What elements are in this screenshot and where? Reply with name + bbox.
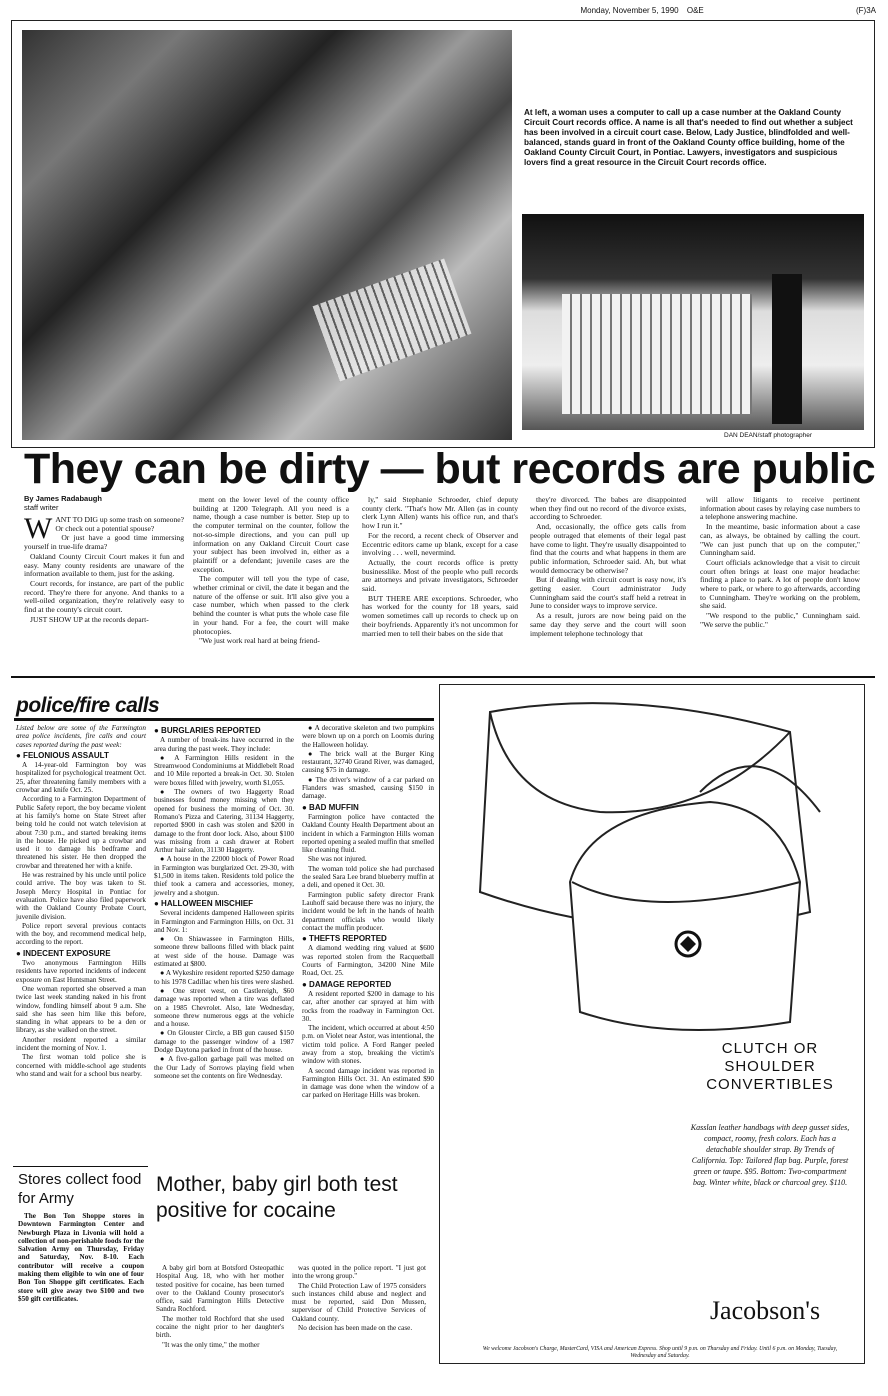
header-page: (F)3A	[856, 6, 876, 15]
police-paragraph: ● The brick wall at the Burger King restaurant, 32740 Grand River, was damaged, causing $75 in damage.	[302, 749, 434, 775]
main-col-2-paragraph: "We just work real hard at being friend-	[199, 636, 320, 646]
main-col-2	[193, 496, 349, 647]
stores-body	[18, 1212, 144, 1304]
main-col-5-paragraph: Court officials acknowledge that a visit to circuit court often brings at least one major headache: finding a place to park. A lot of people don't know where to park, or where to go afterwards, according to Cunningham. They're working on the problem, she said.	[700, 557, 860, 611]
mother-col-2-paragraph: The Child Protection Law of 1975 considers such instances child abuse and neglect and must be reported, said Don Mussen, supervisor of Child Protective Services of Oakland county.	[292, 1281, 426, 1323]
police-paragraph: Farmington public safety director Frank Lauhoff said because there was no injury, the incident would be left in the hands of health department officials who would likely contact the muffin producer.	[302, 890, 434, 932]
bag-clasp-icon	[676, 932, 700, 956]
police-subheading: ● HALLOWEEN MISCHIEF	[154, 898, 254, 908]
mother-col-1-paragraph: A baby girl born at Botsford Osteopathic Hospital Aug. 18, who with her mother tested positive for cocaine, has been turned over to the Oakland County prosecutor's office, said Farmington Hills Detective Sandra Rochford.	[156, 1264, 284, 1314]
police-paragraph: A number of break-ins have occurred in the area during the past week. They include:	[154, 736, 294, 753]
photo-caption: At left, a woman uses a computer to call up a case number at the Oakland County Circuit Court records office. A name is all that's needed to find out whether a subject has been involved in a circuit court case. Below, Lady Justice, blindfolded and well-balanced, stands guard in front of the Oakland County office building, home of the Oakland County Circuit Court, in Pontiac. Lawyers, investigators and suspicious lovers find a great resource in the Circuit Court records office.	[524, 108, 853, 167]
main-col-4-paragraph: As a result, jurors are now being paid on the same day they serve and the court will soon implement telephone technology that	[530, 611, 686, 638]
mother-headline: Mother, baby girl both test positive for cocaine	[156, 1173, 398, 1222]
police-paragraph: She was not injured.	[308, 855, 367, 864]
main-col-1-paragraph: JUST SHOW UP at the records depart-	[30, 614, 149, 624]
police-paragraph: ● A house in the 22000 block of Power Road in Farmington was burglarized Oct. 29-30, with $1,500 in items taken. Residents told police the thief took a camera and accessories, money, jewelry and a shotgun.	[154, 855, 294, 897]
building-shape	[562, 294, 752, 414]
police-paragraph: A diamond wedding ring valued at $600 was reported stolen from the Racquetball Courts of Farmington, 34200 Nine Mile Road, Oct. 25.	[302, 944, 434, 978]
police-paragraph: A 14-year-old Farmington boy was hospitalized for psychological treatment Oct. 25, after threatening family members with a crowbar and knife Oct. 25.	[16, 761, 146, 795]
police-paragraph: ● One street west, on Castlereigh, $60 damage was reported when a tire was deflated on a 1985 Chevrolet. Also, late Wednesday, someone threw numerous eggs at the vehicle and a house.	[154, 986, 294, 1029]
ad-title-line-1: CLUTCH OR	[721, 1040, 819, 1057]
police-paragraph: Two anonymous Farmington Hills residents have reported incidents of indecent exposure on East Huntsman Street.	[16, 959, 146, 984]
police-paragraph: The incident, which occurred at about 4:50 p.m. on Violet near Astor, was intentional, the victim told police. A Ford Ranger peeled away from a stop, breaking the victim's window with stones.	[302, 1024, 434, 1066]
main-col-3	[362, 496, 518, 639]
header-date: Monday, November 5, 1990	[580, 6, 679, 15]
byline-role: staff writer	[24, 503, 59, 512]
police-paragraph: ● A Wykeshire resident reported $250 damage to his 1978 Cadillac when his tires were slashed.	[154, 969, 294, 986]
handbag-shapes	[480, 703, 820, 1030]
main-headline: They can be dirty — but records are public	[24, 445, 876, 493]
ad-title-line-2: SHOULDER	[724, 1058, 816, 1075]
stores-headline: Stores collect food for Army	[18, 1171, 142, 1207]
police-intro: Listed below are some of the Farmington area police incidents, fire calls and court cases reported during the past week:	[16, 724, 146, 749]
ad-title-line-3: CONVERTIBLES	[706, 1076, 834, 1093]
police-section-title: police/fire calls	[16, 694, 160, 717]
computer-photo	[22, 30, 512, 440]
mother-col-2-paragraph: No decision has been made on the case.	[298, 1324, 413, 1333]
main-col-4-paragraph: But if dealing with circuit court is easy now, it's getting easier. Court administrator Judy Cunningham said the court's staff held a retreat in June to consider ways to improve service.	[530, 575, 686, 611]
police-paragraph: Another resident reported a similar incident the morning of Nov. 1.	[16, 1035, 146, 1052]
main-col-4-paragraph: And, occasionally, the office gets calls from people outraged that elements of their legal past have come to light. They're usually disappointed to find that the courts and what happens in them are public information, Schroeder said. Ah, but what would democracy be otherwise?	[530, 522, 686, 575]
stores-body-text: The Bon Ton Shoppe stores in Downtown Farmington Center and Newburgh Plaza in Livonia will hold a collection of non-perishable foods for the Salvation Army on Thursday, Friday and Saturday, Nov. 8-10. Each contributor will receive a coupon making them eligible to win one of four Bon Ton Shoppe gift certificates. Each store will give away two $100 and two $50 gift certificates.	[18, 1212, 144, 1303]
main-col-5-paragraph: In the meantime, basic information about a case can, as always, be obtained by calling the court. "We can just punch that up on the computer," Cunningham said.	[700, 522, 860, 558]
police-paragraph: Farmington police have contacted the Oakland County Health Department about an incident in which a Farmington Hills woman reported opening a sealed muffin that smelled like cleaning fluid.	[302, 812, 434, 855]
police-col-1-items	[16, 752, 146, 1078]
shoulder-bag-outline	[570, 802, 800, 1030]
header-paper: O&E	[686, 6, 704, 15]
police-subheading: ● BAD MUFFIN	[302, 802, 359, 812]
police-subheading: ● INDECENT EXPOSURE	[16, 948, 111, 958]
police-paragraph: ● A five-gallon garbage pail was melted on the Our Lady of Sorrows playing field when someone set the contents on fire Wednesday.	[154, 1055, 294, 1080]
section-divider	[11, 676, 875, 678]
police-paragraph: A second damage incident was reported in Farmington Hills Oct. 31. An estimated $90 in damage was done when the window of a car parked on Heritage Hills was broken.	[302, 1066, 434, 1100]
police-subheading: ● DAMAGE REPORTED	[302, 979, 392, 989]
police-paragraph: A resident reported $200 in damage to his car, after another car sprayed at him with rocks from the roadway in Farmington Oct. 30.	[302, 989, 434, 1023]
main-col-1-paragraph: Oakland County Circuit Court makes it fun and easy. Many county residents are unaware of the information available to them, just for the asking.	[24, 551, 184, 579]
mother-col-2	[292, 1264, 426, 1333]
police-paragraph: According to a Farmington Department of Public Safety report, the boy became violent at his family's home on State Street after being told he could not watch television at about 7:30 p.m., and started breaking items in the house. He picked up a crowbar and used it to damage his bedframe and threatened his sister. He then dropped the crowbar and threatened her with a knife.	[16, 795, 146, 870]
main-col-4-paragraph: they're divorced. The babes are disappointed when they find out no record of the divorce exists, according to Schroeder.	[530, 495, 686, 522]
photo-credit: DAN DEAN/staff photographer	[724, 432, 813, 439]
page-header	[574, 6, 876, 15]
main-col-1-paragraph: ANT TO DIG up some trash on someone? Or check out a potential spouse?	[55, 515, 184, 533]
police-paragraph: The woman told police she had purchased the sealed Sara Lee brand blueberry muffin at a deli, and opened it Oct. 30.	[302, 864, 434, 890]
main-col-2-paragraph: The computer will tell you the type of case, whether criminal or civil, the date it began and the nature of the offense or suit. It'll also give you a case number, which when passed to the clerk behind the counter is what puts the whole case file in your hand. For a fee, the court will make photocopies.	[193, 574, 349, 636]
main-col-3-paragraph: For the record, a recent check of Observer and Eccentric editors came up blank, except for a case involving . . . well, nevermind.	[362, 530, 518, 558]
police-paragraph: ● The owners of two Haggerty Road businesses found money missing when they opened for business the morning of Oct. 30. Romano's Pizza and Catering, 31134 Haggerty, reported $900 in cash was stolen and $200 in damage to the front door lock. Also, about $100 was missing from a cash drawer at Robert Arthur hair salon, 31130 Haggerty.	[154, 788, 294, 855]
stores-rule	[13, 1166, 148, 1167]
main-col-3-paragraph: ly," said Stephanie Schroeder, chief deputy county clerk. "That's how Mr. Allen (as in county clerk Lynn Allen) wants his office run, and that's how I run it."	[362, 495, 518, 531]
police-subheading: ● BURGLARIES REPORTED	[154, 726, 261, 735]
handbag-illustration	[450, 692, 870, 1042]
byline-name: By James Radabaugh	[24, 494, 102, 503]
police-col-2	[154, 724, 294, 1081]
police-paragraph: One woman reported she observed a man twice last week standing naked in his front window, fondling himself about 9 a.m. She said she has seen him like this before, standing in what appears to be a den or library, as she walked on the street.	[16, 984, 146, 1035]
ad-copy: Kasslan leather handbags with deep gusset sides, compact, roomy, fresh colors. Each has a detachable shoulder strap. By Trends of California. Top: Tailored flap bag. Purple, forest green or taupe. $95. Bottom: Two-compartment bag. Winter white, black or charcoal grey. $110.	[690, 1123, 850, 1187]
mother-col-1-paragraph: "It was the only time," the mother	[162, 1340, 260, 1349]
main-col-3-paragraph: Actually, the court records office is pretty businesslike. Most of the people who pull records are attorneys and private investigators, Schroeder said.	[362, 557, 518, 594]
mother-col-1	[156, 1264, 284, 1350]
police-paragraph: The first woman told police she is concerned with middle-school age students who stand and wait for a school bus nearby.	[16, 1053, 146, 1078]
main-col-5	[700, 496, 860, 631]
clutch-bag-flap	[490, 712, 790, 812]
main-col-5-paragraph: "We respond to the public," Cunningham said. "We serve the public."	[700, 611, 860, 629]
main-col-5-paragraph: will allow litigants to receive pertinent information about cases by relaying case numbers to a telephone answering machine.	[700, 495, 860, 522]
police-subheading: ● FELONIOUS ASSAULT	[16, 750, 109, 760]
police-subheading: ● THEFTS REPORTED	[302, 934, 387, 944]
police-paragraph: Several incidents dampened Halloween spirits in Farmington and Farmington Hills, on Oct. 31 and Nov. 1:	[154, 909, 294, 934]
main-col-1-paragraph: Or just have a good time immersing yourself in true-life drama?	[24, 533, 184, 552]
main-col-1	[24, 512, 184, 625]
police-paragraph: ● A Farmington Hills resident in the Streamwood Condominiums at Middlebelt Road and 10 Mile reported a break-in Oct. 30. Stolen were boxes filled with jewelry, worth $1,055.	[154, 753, 294, 787]
jacobsons-logo: Jacobson's	[709, 1296, 821, 1325]
police-paragraph: Police report several previous contacts with the boy, and recommend medical help, according to the report.	[16, 921, 146, 947]
police-paragraph: ● On Shiawassee in Farmington Hills, someone threw balloons filled with black paint at west side of the house. Damage was estimated at $800.	[154, 935, 294, 969]
main-col-2-paragraph: ment on the lower level of the county office building at 1200 Telegraph. All you need is a name, though a case number is better. Step up to the computer terminal on the counter, follow the not-so-simple directions, and you can pull up information on any Oakland Circuit Court case your subject has been involved in, either as a plaintiff or a defendant; juvenile cases are the exception.	[193, 495, 349, 574]
mother-col-2-paragraph: was quoted in the police report. "I just got into the wrong group."	[292, 1264, 426, 1281]
byline	[24, 494, 102, 512]
police-title-rule	[14, 718, 434, 721]
main-col-3-paragraph: BUT THERE ARE exceptions. Schroeder, who has worked for the county for 18 years, said women sometimes call up records to check up on their boyfriends. Apparently it's not uncommon for married men to tell their babes on the side that	[362, 593, 518, 638]
statue-shape	[772, 274, 802, 424]
police-paragraph: He was restrained by his uncle until police could arrive. The boy was taken to St. Joseph Mercy Hospital in Pontiac for evaluation. Police have also filed paperwork with the Oakland County Probate Court, juvenile division.	[16, 871, 146, 921]
police-paragraph: ● A decorative skeleton and two pumpkins were blown up on a porch on Loomis during the Halloween holiday.	[302, 724, 434, 749]
ad-title	[680, 1040, 860, 1094]
dropcap: W	[24, 512, 53, 545]
police-paragraph: ● The driver's window of a car parked on Flanders was smashed, causing $150 in damage.	[302, 775, 434, 801]
police-col-3	[302, 724, 434, 1101]
ad-footer: We welcome Jacobson's Charge, MasterCard, VISA and American Express. Shop until 9 p.m. on Thursday and Friday. Until 6 p.m. on Monday, Tuesday, Wednesday and Saturday.	[482, 1346, 838, 1359]
police-col-1	[16, 724, 146, 1079]
mother-col-1-paragraph: The mother told Rochford that she used cocaine the night prior to her daughter's birth.	[156, 1314, 284, 1340]
building-photo	[522, 214, 864, 430]
police-paragraph: ● On Glouster Circle, a BB gun caused $150 damage to the passenger window of a 1987 Dodge Daytona parked in front of the house.	[154, 1029, 294, 1054]
main-col-4	[530, 496, 686, 639]
main-col-1-paragraph: Court records, for instance, are part of the public record. They're there for anyone. And thanks to a well-oiled organization, they're relatively easy to find at the county's circuit court.	[24, 578, 184, 615]
keyboard-shape	[313, 258, 472, 381]
